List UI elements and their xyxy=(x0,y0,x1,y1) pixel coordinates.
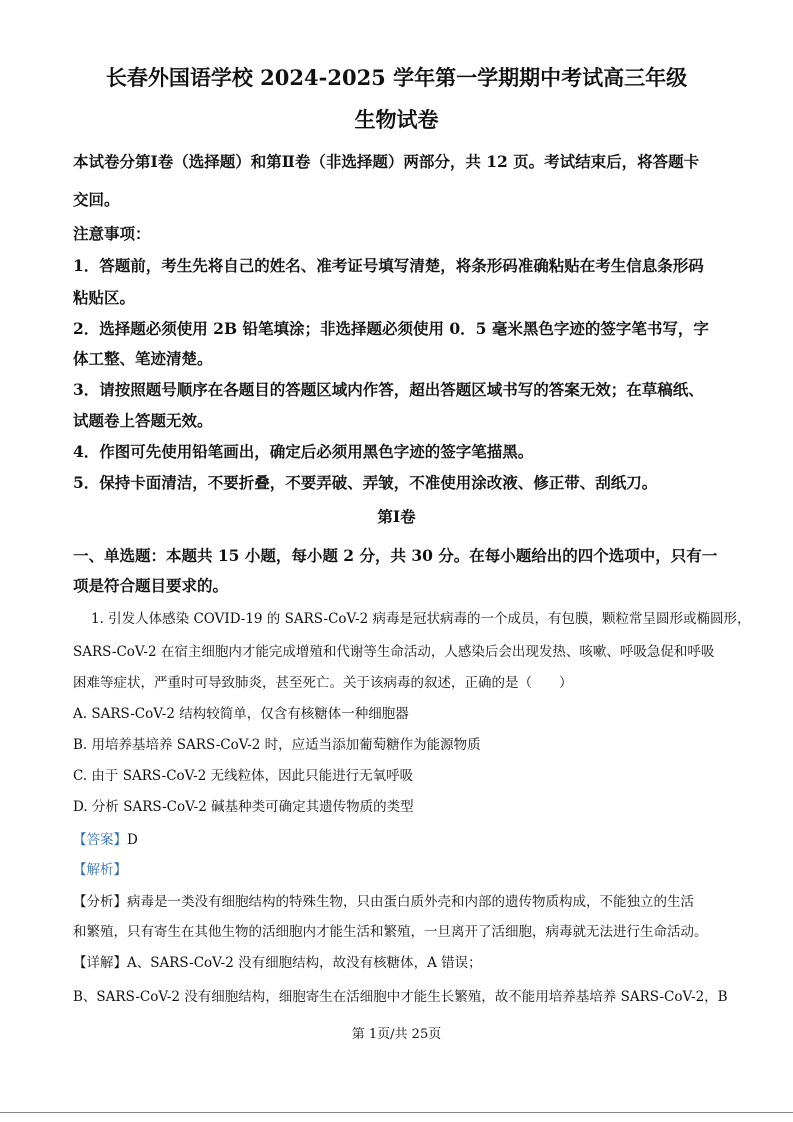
fenxi-line-2: 和繁殖，只有寄生在其他生物的活细胞内才能生活和繁殖，一旦离开了活细胞，病毒就无法进行生命活动。 xyxy=(73,924,708,940)
detail-line-2: B、SARS-CoV-2 没有细胞结构，细胞寄生在活细胞中才能生长繁殖，故不能用培养基培养 SARS-CoV-2，B xyxy=(73,989,728,1005)
question-1-option-a: A. SARS-CoV-2 结构较简单，仅含有核糖体一种细胞器 xyxy=(73,706,409,722)
answer-row xyxy=(73,828,138,848)
detail-tag: 【详解】 xyxy=(73,955,127,971)
answer-value: D xyxy=(127,832,138,848)
bottom-divider xyxy=(0,1112,793,1113)
exam-title: 长春外国语学校 2024-2025 学年第一学期期中考试高三年级 xyxy=(105,65,688,90)
notice-item-2-line-1: 2．选择题必须使用 2B 铅笔填涂；非选择题必须使用 0．5 毫米黑色字迹的签字笔书写，字 xyxy=(73,319,709,338)
question-1-stem-line-1: 1. 引发人体感染 COVID-19 的 SARS-CoV-2 病毒是冠状病毒的一个成员，有包膜，颗粒常呈圆形或椭圆形， xyxy=(91,611,751,627)
question-1-stem-line-3: 困难等症状，严重时可导致肺炎，甚至死亡。关于该病毒的叙述，正确的是（ ） xyxy=(73,675,573,691)
analysis-tag: 【解析】 xyxy=(73,862,127,878)
intro-line-1: 本试卷分第Ⅰ卷（选择题）和第Ⅱ卷（非选择题）两部分，共 12 页。考试结束后，将答题卡 xyxy=(73,152,700,171)
notice-item-3-line-1: 3．请按照题号顺序在各题目的答题区域内作答，超出答题区域书写的答案无效；在草稿纸、 xyxy=(73,380,704,399)
fenxi-line-1 xyxy=(73,890,694,910)
part-instructions-line-1: 一、单选题：本题共 15 小题，每小题 2 分，共 30 分。在每小题给出的四个选项中，只有一 xyxy=(73,546,718,565)
part-instructions-line-2: 项是符合题目要求的。 xyxy=(73,576,229,595)
section-heading: 第Ⅰ卷 xyxy=(377,507,416,526)
page-number: 第 1页/共 25页 xyxy=(351,1027,442,1042)
notice-item-3-line-2: 试题卷上答题无效。 xyxy=(73,411,213,430)
notice-item-2-line-2: 体工整、笔迹清楚。 xyxy=(73,349,213,368)
notice-item-5: 5．保持卡面清洁，不要折叠，不要弄破、弄皱，不准使用涂改液、修正带、刮纸刀。 xyxy=(73,473,658,492)
fenxi-tag: 【分析】 xyxy=(73,894,127,910)
question-1-option-d: D. 分析 SARS-CoV-2 碱基种类可确定其遗传物质的类型 xyxy=(73,799,414,815)
subject-title: 生物试卷 xyxy=(354,107,439,132)
answer-tag: 【答案】 xyxy=(73,832,127,848)
question-1-stem-line-2: SARS-CoV-2 在宿主细胞内才能完成增殖和代谢等生命活动，人感染后会出现发热、咳嗽、呼吸急促和呼吸 xyxy=(73,644,715,660)
notice-item-1-line-1: 1．答题前，考生先将自己的姓名、准考证号填写清楚，将条形码准确粘贴在考生信息条形码 xyxy=(73,256,704,275)
question-1-option-c: C. 由于 SARS-CoV-2 无线粒体，因此只能进行无氧呼吸 xyxy=(73,768,414,784)
detail-text-1: A、SARS-CoV-2 没有细胞结构，故没有核糖体，A 错误； xyxy=(127,955,482,971)
intro-line-2: 交回。 xyxy=(73,190,120,209)
notice-heading: 注意事项： xyxy=(73,224,151,243)
fenxi-text-1: 病毒是一类没有细胞结构的特殊生物，只由蛋白质外壳和内部的遗传物质构成，不能独立的生活 xyxy=(127,894,694,910)
notice-item-1-line-2: 粘贴区。 xyxy=(73,288,136,307)
question-1-option-b: B. 用培养基培养 SARS-CoV-2 时，应适当添加葡萄糖作为能源物质 xyxy=(73,737,481,753)
notice-item-4: 4．作图可先使用铅笔画出，确定后必须用黑色字迹的签字笔描黑。 xyxy=(73,442,534,461)
detail-line-1 xyxy=(73,951,482,971)
